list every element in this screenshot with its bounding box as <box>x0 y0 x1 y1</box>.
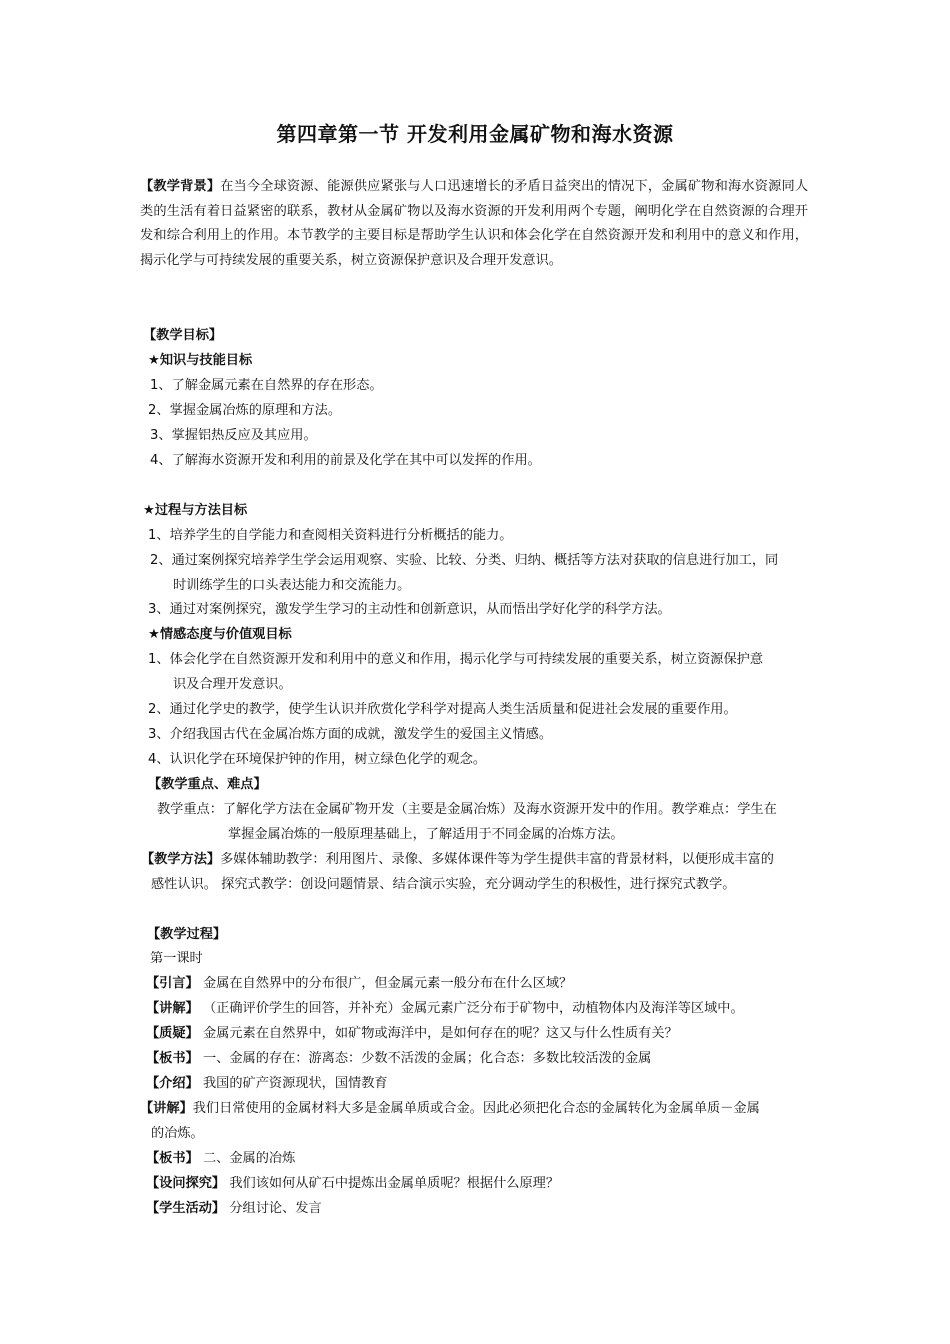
background-paragraph <box>140 175 808 273</box>
process-heading: ★过程与方法目标 <box>143 503 248 518</box>
knowledge-heading: ★知识与技能目标 <box>148 353 253 368</box>
step-label: 【引言】 <box>146 976 199 991</box>
emotion-item-2: 2、通过化学史的教学，使学生认识并欣赏化学科学对提高人类生活质量和促进社会发展的重要作用。 <box>148 702 737 717</box>
methods-line-2: 感性认识。 探究式教学：创设问题情景、结合演示实验，充分调动学生的积极性，进行探究式教学。 <box>151 877 736 892</box>
emotion-item-3: 3、介绍我国古代在金属冶炼方面的成就，激发学生的爱国主义情感。 <box>148 727 553 742</box>
step-intro <box>146 975 572 993</box>
step-text: 金属在自然界中的分布很广，但金属元素一般分布在什么区域？ <box>198 976 573 991</box>
knowledge-item-3: 3、掌握铝热反应及其应用。 <box>150 428 317 443</box>
step-inquiry <box>146 1175 559 1193</box>
step-explain-2 <box>140 1100 760 1118</box>
process-item-2-line-2: 时训练学生的口头表达能力和交流能力。 <box>173 578 411 593</box>
background-label: 【教学背景】 <box>140 179 221 194</box>
step-label: 【学生活动】 <box>146 1201 226 1216</box>
key-points-line-2: 掌握金属冶炼的一般原理基础上，了解适用于不同金属的冶炼方法。 <box>228 827 624 842</box>
process-item-3: 3、通过对案例探究，激发学生学习的主动性和创新意识，从而悟出学好化学的科学方法。 <box>148 602 671 617</box>
step-text: 我们日常使用的金属材料大多是金属单质或合金。因此必须把化合态的金属转化为金属单质－金属 <box>192 1101 760 1116</box>
process-item-2-line-1: 2、通过案例探究培养学生学会运用观察、实验、比较、分类、归纳、概括等方法对获取的信息进行加工，同 <box>150 553 779 568</box>
goals-label: 【教学目标】 <box>143 328 223 343</box>
knowledge-item-2: 2、掌握金属冶炼的原理和方法。 <box>148 403 342 418</box>
step-label: 【介绍】 <box>146 1076 199 1091</box>
step-question <box>146 1025 678 1043</box>
step-text: 二、金属的冶炼 <box>198 1151 296 1166</box>
step-text: （正确评价学生的回答，并补充）金属元素广泛分布于矿物中，动植物体内及海洋等区域中。 <box>198 1001 744 1016</box>
knowledge-item-4: 4、了解海水资源开发和利用的前景及化学在其中可以发挥的作用。 <box>150 453 541 468</box>
step-text: 一、金属的存在：游离态：少数不活泼的金属；化合态：多数比较活泼的金属 <box>198 1051 652 1066</box>
emotion-item-1-line-1: 1、体会化学在自然资源开发和利用中的意义和作用，揭示化学与可持续发展的重要关系，树立资源保护意 <box>148 652 764 667</box>
step-introduce <box>146 1075 388 1093</box>
key-points-label: 【教学重点、难点】 <box>148 777 267 792</box>
step-student-activity <box>146 1200 322 1218</box>
background-text: 在当今全球资源、能源供应紧张与人口迅速增长的矛盾日益突出的情况下，金属矿物和海水资源同人类的生活有着日益紧密的联系，教材从金属矿物以及海水资源的开发利用两个专题，阐明化学在自然资源的合理开发和综合利用上的作用。本节教学的主要目标是帮助学生认识和体会化学在自然资源开发和利用中的意义和作用，揭示化学与可持续发展的重要关系，树立资源保护意识及合理开发意识。 <box>140 179 809 268</box>
step-label: 【质疑】 <box>146 1026 199 1041</box>
step-label: 【板书】 <box>146 1051 199 1066</box>
step-label: 【设问探究】 <box>146 1176 226 1191</box>
step-explain-2-continued: 的冶炼。 <box>151 1126 204 1141</box>
methods-line-1 <box>141 851 774 869</box>
step-text: 我们该如何从矿石中提炼出金属单质呢？根据什么原理？ <box>225 1176 560 1191</box>
methods-label: 【教学方法】 <box>141 852 221 867</box>
emotion-heading: ★情感态度与价值观目标 <box>148 627 292 642</box>
step-label: 【讲解】 <box>140 1101 193 1116</box>
step-board-2 <box>146 1150 295 1168</box>
step-board-1 <box>146 1050 651 1068</box>
step-label: 【讲解】 <box>146 1001 199 1016</box>
step-explain <box>146 1000 744 1018</box>
step-text: 金属元素在自然界中，如矿物或海洋中，是如何存在的呢？这又与什么性质有关？ <box>198 1026 678 1041</box>
lesson-label: 第一课时 <box>150 951 203 966</box>
process-item-1: 1、培养学生的自学能力和查阅相关资料进行分析概括的能力。 <box>148 528 513 543</box>
step-label: 【板书】 <box>146 1151 199 1166</box>
process-label: 【教学过程】 <box>147 927 227 942</box>
knowledge-item-1: 1、了解金属元素在自然界的存在形态。 <box>150 378 383 393</box>
document-title: 第四章第一节 开发利用金属矿物和海水资源 <box>276 122 674 146</box>
key-points-line-1: 教学重点：了解化学方法在金属矿物开发（主要是金属冶炼）及海水资源开发中的作用。教学难点：学生在 <box>157 802 777 817</box>
emotion-item-4: 4、认识化学在环境保护钟的作用，树立绿色化学的观念。 <box>148 752 487 767</box>
emotion-item-1-line-2: 识及合理开发意识。 <box>173 677 292 692</box>
step-text: 分组讨论、发言 <box>225 1201 322 1216</box>
step-text: 我国的矿产资源现状，国情教育 <box>198 1076 388 1091</box>
methods-text-1: 多媒体辅助教学：利用图片、录像、多媒体课件等为学生提供丰富的背景材料，以便形成丰富的 <box>220 852 774 867</box>
